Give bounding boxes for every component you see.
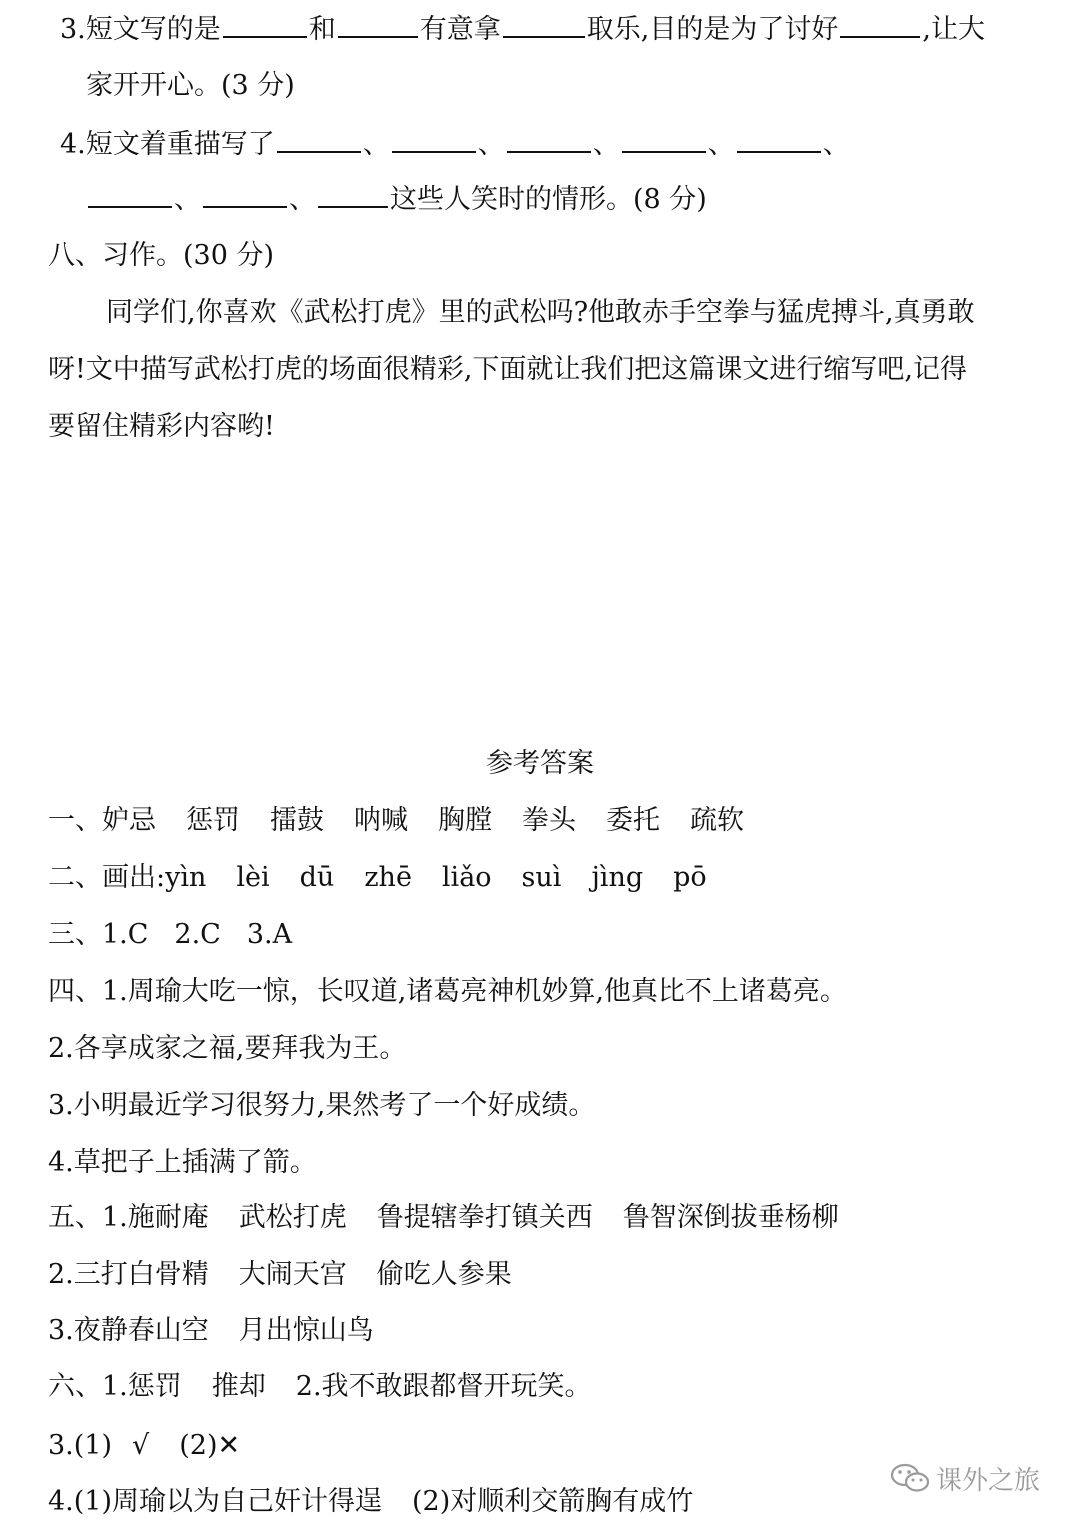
answer-blank[interactable] bbox=[392, 127, 476, 153]
wechat-icon bbox=[890, 1462, 930, 1494]
section-8-heading: 八、习作。(30 分) bbox=[48, 240, 275, 271]
watermark bbox=[890, 1458, 1040, 1498]
question-3-line-1: 3.短文写的是 和 有意拿 取乐,目的是为了讨好 ,让大 bbox=[60, 14, 985, 45]
answer-1: 一、妒忌 惩罚 擂鼓 呐喊 胸膛 拳头 委托 疏软 bbox=[48, 805, 744, 836]
answer-blank[interactable] bbox=[503, 12, 585, 38]
section-8-paragraph-line-3: 要留住精彩内容哟! bbox=[48, 411, 275, 442]
answer-blank[interactable] bbox=[737, 127, 821, 153]
answer-blank[interactable] bbox=[318, 182, 388, 208]
watermark-text: 课外之旅 bbox=[936, 1465, 1041, 1496]
question-4-line-1: 4.短文着重描写了 、 、 、 、 、 bbox=[60, 129, 850, 160]
answer-blank[interactable] bbox=[88, 182, 172, 208]
answer-blank[interactable] bbox=[507, 127, 591, 153]
question-4-line-2: 、 、 这些人笑时的情形。(8 分) bbox=[86, 182, 707, 218]
answer-4-line-2: 2.各享成家之福,要拜我为王。 bbox=[48, 1033, 407, 1064]
answer-3: 三、1.C 2.C 3.A bbox=[48, 919, 293, 950]
answer-5-line-1: 五、1.施耐庵 武松打虎 鲁提辖拳打镇关西 鲁智深倒拔垂杨柳 bbox=[48, 1202, 839, 1233]
question-3-line-2: 家开开心。(3 分) bbox=[86, 70, 295, 101]
answer-blank[interactable] bbox=[277, 127, 361, 153]
answer-5-line-2: 2.三打白骨精 大闹天宫 偷吃人参果 bbox=[48, 1259, 512, 1290]
answer-blank[interactable] bbox=[223, 12, 307, 38]
answer-blank[interactable] bbox=[338, 12, 418, 38]
answer-6-line-2: 3.(1) √ (2)✕ bbox=[48, 1430, 241, 1461]
answer-4-line-4: 4.草把子上插满了箭。 bbox=[48, 1147, 317, 1178]
answer-blank[interactable] bbox=[203, 182, 287, 208]
section-8-paragraph-line-1: 同学们,你喜欢《武松打虎》里的武松吗?他敢赤手空拳与猛虎搏斗,真勇敢 bbox=[106, 297, 975, 328]
answer-6-line-1: 六、1.惩罚 推却 2.我不敢跟都督开玩笑。 bbox=[48, 1371, 592, 1402]
answers-title: 参考答案 bbox=[486, 748, 594, 779]
section-8-paragraph-line-2: 呀!文中描写武松打虎的场面很精彩,下面就让我们把这篇课文进行缩写吧,记得 bbox=[48, 354, 968, 385]
answer-blank[interactable] bbox=[622, 127, 706, 153]
answer-4-line-1: 四、1.周瑜大吃一惊，长叹道,诸葛亮神机妙算,他真比不上诸葛亮。 bbox=[48, 976, 847, 1007]
answer-blank[interactable] bbox=[840, 12, 920, 38]
answer-5-line-3: 3.夜静春山空 月出惊山鸟 bbox=[48, 1315, 374, 1346]
answer-6-line-3: 4.(1)周瑜以为自己奸计得逞 (2)对顺利交箭胸有成竹 bbox=[48, 1486, 694, 1517]
check-mark: √ bbox=[132, 1430, 150, 1461]
answer-4-line-3: 3.小明最近学习很努力,果然考了一个好成绩。 bbox=[48, 1090, 596, 1121]
answer-2: 二、画出:yìn lèi dū zhē liǎo suì jìng pō bbox=[48, 862, 707, 893]
